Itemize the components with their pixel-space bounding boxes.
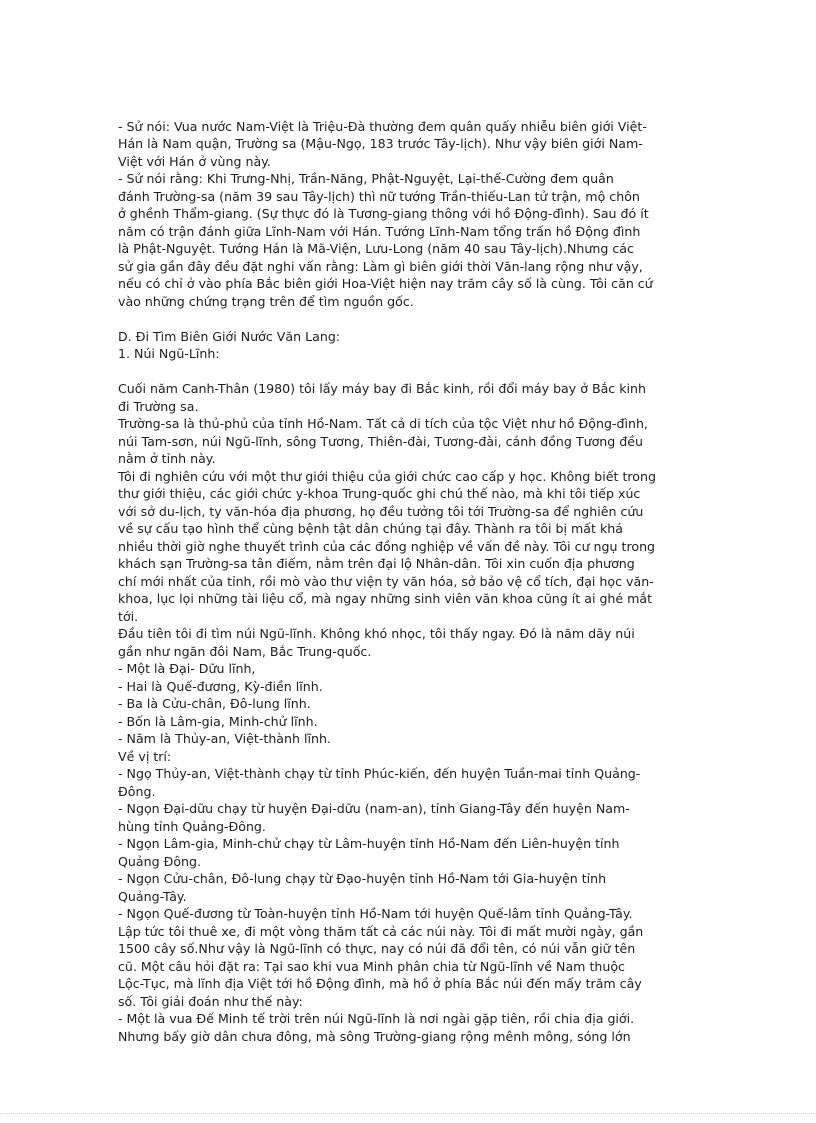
text-line: - Sử nói: Vua nước Nam-Việt là Triệu-Đà thường đem quân quấy nhiễu biên giới Việt-	[118, 118, 647, 134]
text-line: - Ngọn Quế-đương từ Toàn-huyện tỉnh Hồ-Nam tới huyện Quế-lâm tỉnh Quảng-Tây.	[118, 906, 633, 921]
paragraph-gap	[118, 363, 708, 381]
text-line: - Ngọ Thủy-an, Việt-thành chạy từ tỉnh Phúc-kiến, đến huyện Tuần-mai tỉnh Quảng-	[118, 766, 641, 781]
text-line: năm có trận đánh giữa Lĩnh-Nam với Hán. Tướng Lĩnh-Nam tổng trấn hồ Động đình	[118, 223, 641, 239]
text-line: về sự cấu tạo hình thể cùng bệnh tật dân chúng tại đây. Thành ra tôi bị mất khá	[118, 521, 623, 536]
text-line: chí mới nhất của tỉnh, rồi mò vào thư viện ty văn hóa, sở bảo vệ cổ tích, đại học văn-	[118, 573, 654, 589]
text-line: Về vị trí:	[118, 748, 172, 764]
text-line: thư giới thiệu, các giới chức y-khoa Trung-quốc ghi chú thế nào, mà khi tôi tiếp xúc	[118, 486, 641, 501]
text-line: cũ. Một câu hỏi đặt ra: Tại sao khi vua Minh phân chia từ Ngũ-lĩnh về Nam thuộc	[118, 958, 625, 974]
text-line: khách sạn Trường-sa tân điếm, nằm trên đại lộ Nhân-dân. Tôi xin cuốn địa phương	[118, 556, 635, 571]
text-line: - Năm là Thủy-an, Việt-thành lĩnh.	[118, 731, 331, 746]
text-line: Trường-sa là thủ-phủ của tỉnh Hồ-Nam. Tất cả di tích của tộc Việt như hồ Động-đình,	[118, 416, 648, 431]
text-line: Lộc-Tục, mà lĩnh địa Việt tới hồ Động đình, mà hồ ở phía Bắc núi đến mấy trăm cây	[118, 976, 642, 991]
text-line: - Một là vua Đế Minh tế trời trên núi Ngũ-lĩnh là nơi ngài gặp tiên, rồi chia địa giới.	[118, 1011, 635, 1026]
text-line: đánh Trường-sa (năm 39 sau Tây-lịch) thì nữ tướng Trần-thiếu-Lan tử trận, mộ chôn	[118, 188, 640, 204]
text-line: núi Tam-sơn, núi Ngũ-lĩnh, sông Tương, Thiên-đài, Tương-đài, cánh đồng Tương đều	[118, 433, 643, 449]
text-line: sử gia gần đây đều đặt nghi vấn rằng: Làm gì biên giới thời Văn-lang rộng như vậy,	[118, 258, 643, 274]
text-line: 1. Núi Ngũ-Lĩnh:	[118, 346, 220, 361]
text-line: - Hai là Quế-đương, Kỳ-điền lĩnh.	[118, 678, 323, 694]
text-line: Lập tức tôi thuê xe, đi một vòng thăm tất cả các núi này. Tôi đi mất mười ngày, gần	[118, 923, 644, 939]
text-line: Cuối năm Canh-Thân (1980) tôi lấy máy bay đi Bắc kinh, rồi đổi máy bay ở Bắc kinh	[118, 381, 646, 396]
text-line: Hán là Nam quận, Trường sa (Mậu-Ngọ, 183 trước Tây-lịch). Như vậy biên giới Nam-	[118, 136, 643, 151]
text-line: số. Tôi giải đoán như thế này:	[118, 993, 303, 1009]
text-line: gần như ngăn đôi Nam, Bắc Trung-quốc.	[118, 643, 372, 659]
page-bottom-divider	[0, 1113, 816, 1115]
text-line: - Ba là Cửu-chân, Đô-lung lĩnh.	[118, 696, 311, 711]
text-line: ở ghềnh Thẩm-giang. (Sự thực đó là Tương-giang thông với hồ Động-đình). Sau đó ít	[118, 206, 649, 221]
text-line: - Sử nói rằng: Khi Trưng-Nhị, Trần-Năng, Phật-Nguyệt, Lại-thế-Cường đem quân	[118, 171, 614, 186]
text-line: Đông.	[118, 783, 156, 799]
text-line: Việt với Hán ở vùng này.	[118, 153, 271, 169]
text-line: nếu có chỉ ở vào phía Bắc biên giới Hoa-Việt hiện nay trăm cây số là cùng. Tôi căn cứ	[118, 276, 653, 291]
text-line: - Ngọn Đại-dữu chạy từ huyện Đại-dữu (nam-an), tỉnh Giang-Tây đến huyện Nam-	[118, 801, 630, 816]
text-line: 1500 cây số.Như vậy là Ngũ-lĩnh có thực, nay có núi đã đổi tên, có núi vẫn giữ tên	[118, 941, 636, 956]
text-line: - Bốn là Lâm-gia, Minh-chử lĩnh.	[118, 713, 318, 729]
paragraph-gap	[118, 310, 708, 328]
text-line: D. Đi Tìm Biên Giới Nước Văn Lang:	[118, 328, 341, 344]
text-line: nhiều thời giờ nghe thuyết trình của các đồng nghiệp về vấn đề này. Tôi cư ngụ trong	[118, 538, 656, 554]
text-line: vào những chứng trạng trên để tìm nguồn gốc.	[118, 293, 414, 309]
paragraph-gap	[118, 100, 708, 118]
text-line: là Phật-Nguyệt. Tướng Hán là Mã-Viện, Lưu-Long (năm 40 sau Tây-lịch).Nhưng các	[118, 241, 634, 256]
text-line: Tôi đi nghiên cứu với một thư giới thiệu của giới chức cao cấp y học. Không biết trong	[118, 468, 656, 484]
text-line: khoa, lục lọi những tài liệu cổ, mà ngay những sinh viên văn khoa cũng ít ai ghé mắt	[118, 591, 653, 606]
text-line: - Ngọn Cửu-chân, Đô-lung chạy từ Đạo-huyện tỉnh Hồ-Nam tới Gia-huyện tỉnh	[118, 871, 607, 886]
text-line: Đầu tiên tôi đi tìm núi Ngũ-lĩnh. Không khó nhọc, tôi thấy ngay. Đó là năm dãy núi	[118, 626, 635, 641]
text-line: Quảng Đông.	[118, 853, 202, 869]
text-line: tới.	[118, 608, 139, 624]
text-line: - Ngọn Lâm-gia, Minh-chử chạy từ Lâm-huyện tỉnh Hồ-Nam đến Liên-huyện tỉnh	[118, 836, 620, 851]
text-line: Quảng-Tây.	[118, 888, 187, 904]
text-line: đi Trường sa.	[118, 398, 199, 414]
text-line: với sở du-lịch, ty văn-hóa địa phương, họ đều tưởng tôi tới Trường-sa để nghiên cứu	[118, 503, 644, 519]
text-line: - Một là Đại- Dữu lĩnh,	[118, 661, 256, 676]
text-line: hùng tỉnh Quảng-Đông.	[118, 818, 266, 834]
text-line: nằm ở tỉnh này.	[118, 451, 216, 466]
text-line: Nhưng bấy giờ dân chưa đông, mà sông Trường-giang rộng mênh mông, sóng lớn	[118, 1028, 631, 1044]
document-page	[118, 100, 708, 1045]
